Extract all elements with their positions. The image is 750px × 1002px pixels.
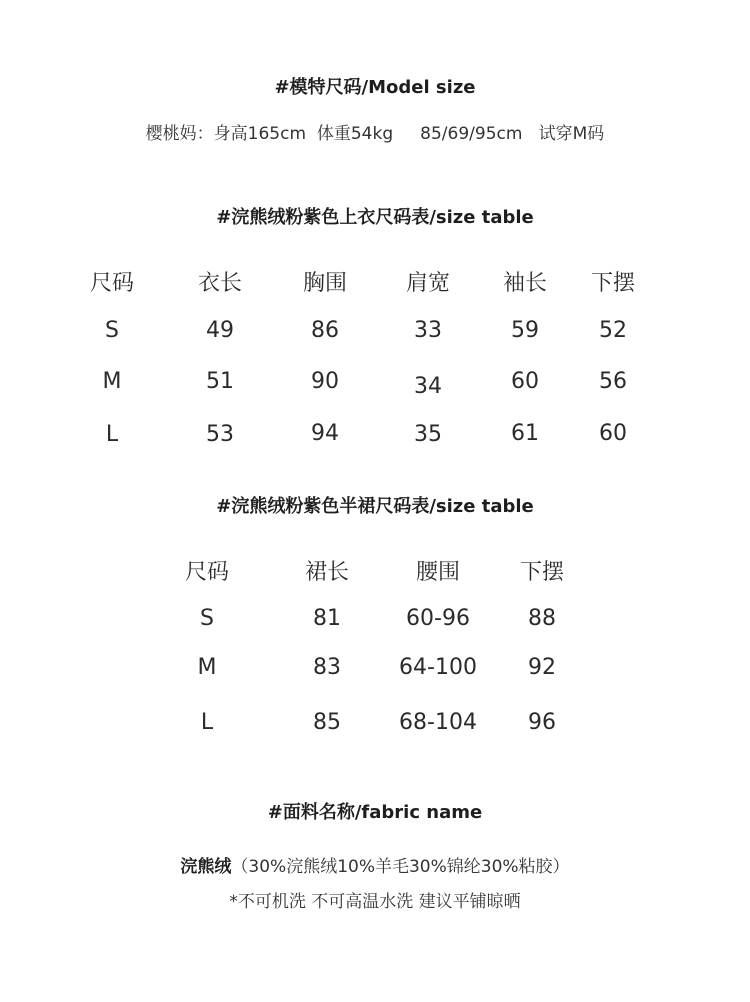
top-table-heading: #浣熊绒粉紫色上衣尺码表/size table	[216, 207, 534, 228]
skirt-header-size: 尺码	[184, 560, 230, 585]
top-cell: S	[105, 318, 119, 343]
skirt-cell: 68-104	[399, 710, 477, 735]
top-header-shoulder: 肩宽	[405, 271, 451, 296]
top-cell: 94	[311, 421, 339, 446]
skirt-header-hem: 下摆	[519, 560, 565, 585]
skirt-cell: 88	[528, 606, 556, 631]
top-cell: L	[105, 422, 119, 447]
top-cell: 51	[206, 369, 234, 394]
model-info-line	[0, 119, 750, 144]
skirt-cell: S	[200, 606, 214, 631]
model-measurements: 85/69/95cm	[420, 124, 523, 144]
skirt-cell: 92	[528, 655, 556, 680]
top-cell: 56	[599, 369, 627, 394]
model-weight: 体重54kg	[316, 124, 394, 144]
top-cell: 35	[414, 422, 442, 447]
fabric-composition: （30%浣熊绒10%羊毛30%锦纶30%粘胶）	[231, 857, 570, 877]
fabric-heading: #面料名称/fabric name	[267, 802, 483, 823]
top-cell: 49	[206, 318, 234, 343]
skirt-table-heading: #浣熊绒粉紫色半裙尺码表/size table	[216, 496, 534, 517]
skirt-cell: L	[200, 710, 214, 735]
skirt-cell: 96	[528, 710, 556, 735]
skirt-header-waist: 腰围	[415, 560, 461, 585]
top-header-length: 衣长	[197, 271, 243, 296]
top-header-chest: 胸围	[302, 271, 348, 296]
top-cell: 52	[599, 318, 627, 343]
top-cell: 90	[311, 369, 339, 394]
care-instructions: *不可机洗 不可高温水洗 建议平铺晾晒	[229, 892, 521, 912]
fabric-composition-line	[0, 852, 750, 877]
skirt-cell: 64-100	[399, 655, 477, 680]
top-cell: 86	[311, 318, 339, 343]
top-cell: 53	[206, 422, 234, 447]
skirt-header-length: 裙长	[304, 560, 350, 585]
top-cell: 60	[599, 421, 627, 446]
top-cell: 34	[414, 374, 442, 399]
model-size-heading: #模特尺码/Model size	[274, 77, 476, 98]
top-cell: M	[102, 369, 122, 394]
skirt-cell: 60-96	[406, 606, 470, 631]
top-header-hem: 下摆	[590, 271, 636, 296]
skirt-cell: 85	[313, 710, 341, 735]
skirt-cell: 83	[313, 655, 341, 680]
fabric-name: 浣熊绒	[180, 857, 232, 877]
top-cell: 60	[511, 369, 539, 394]
top-cell: 61	[511, 421, 539, 446]
skirt-cell: M	[197, 655, 217, 680]
model-name: 樱桃妈：	[145, 124, 214, 144]
top-header-sleeve: 袖长	[502, 271, 548, 296]
top-cell: 59	[511, 318, 539, 343]
skirt-cell: 81	[313, 606, 341, 631]
top-cell: 33	[414, 318, 442, 343]
top-header-size: 尺码	[89, 271, 135, 296]
model-size-tried: 试穿M码	[538, 124, 605, 144]
model-height: 身高165cm	[213, 124, 307, 144]
